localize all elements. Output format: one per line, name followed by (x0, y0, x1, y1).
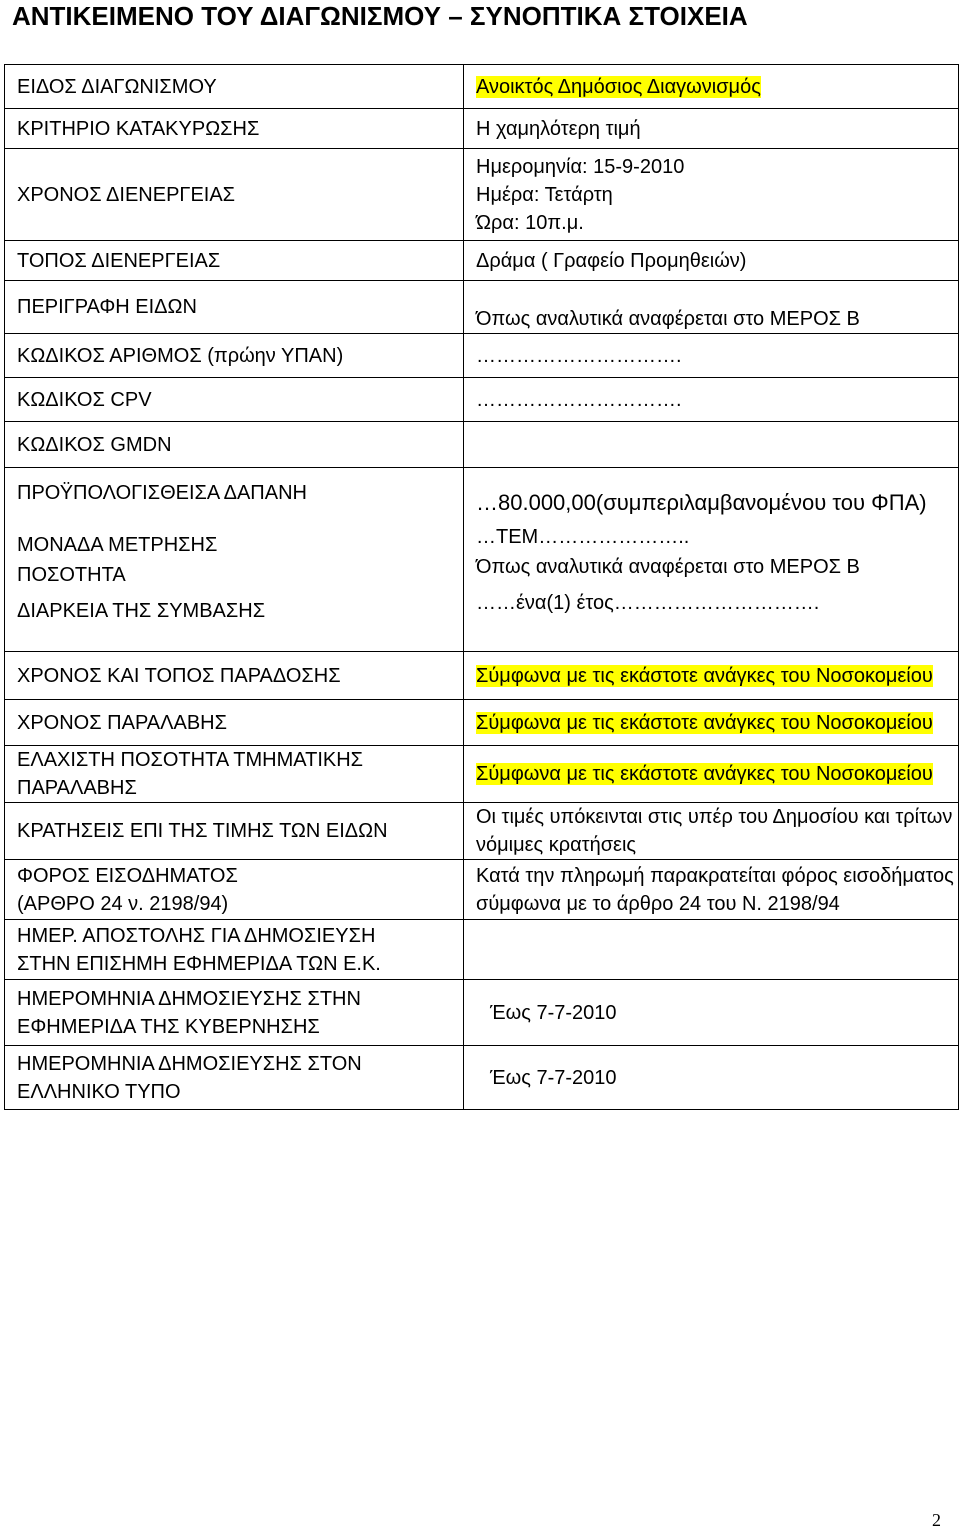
row-label: ΧΡΟΝΟΣ ΠΑΡΑΛΑΒΗΣ (17, 711, 227, 734)
table-row (5, 700, 959, 746)
row-label: ΣΤΗΝ ΕΠΙΣΗΜΗ ΕΦΗΜΕΡΙΔΑ ΤΩΝ Ε.Κ. (17, 952, 381, 975)
row-value-cell (464, 920, 959, 980)
row-label-cell (5, 860, 464, 920)
table-row (5, 334, 959, 378)
row-value (476, 709, 946, 737)
row-label: ΕΛΛΗΝΙΚΟ ΤΥΠΟ (17, 1080, 181, 1103)
row-value (476, 153, 946, 181)
row-value-text: Έως 7-7-2010 (490, 1001, 617, 1024)
row-value-text: Ανοικτός Δημόσιος Διαγωνισμός (476, 75, 761, 98)
table-row (5, 65, 959, 109)
table-row (5, 803, 959, 860)
row-label: ΕΦΗΜΕΡΙΔΑ ΤΗΣ ΚΥΒΕΡΝΗΣΗΣ (17, 1015, 320, 1038)
row-label: ΠΑΡΑΛΑΒΗΣ (17, 777, 137, 799)
row-value-cell (464, 109, 959, 149)
row-value (476, 999, 946, 1027)
row-value (476, 73, 946, 101)
row-value-text: Ημέρα: Τετάρτη (476, 183, 613, 206)
row-value (476, 862, 954, 890)
row-label-cell (5, 700, 464, 746)
table-row (5, 241, 959, 281)
row-value (476, 115, 946, 143)
row-value-cell (464, 468, 959, 652)
row-value-text: σύμφωνα με το άρθρο 24 του Ν. 2198/94 (476, 892, 840, 915)
row-value-text: …80.000,00(συμπεριλαμβανομένου του ΦΠΑ) (476, 490, 927, 515)
row-value (476, 522, 946, 552)
table-row (5, 1046, 959, 1110)
row-value (476, 552, 946, 582)
row-label-cell (5, 334, 464, 378)
row-value-cell (464, 980, 959, 1046)
row-label-cell (5, 378, 464, 422)
row-value-cell (464, 1046, 959, 1110)
row-value-text: Όπως αναλυτικά αναφέρεται στο ΜΕΡΟΣ Β (476, 308, 860, 330)
row-value-cell (464, 281, 959, 334)
row-value-cell (464, 241, 959, 281)
row-label: ΠΡΟΫΠΟΛΟΓΙΣΘΕΙΣΑ ΔΑΠΑΝΗ (17, 482, 307, 504)
row-label-cell (5, 652, 464, 700)
row-value-text: Σύμφωνα με τις εκάστοτε ανάγκες του Νοσοκομείου (476, 711, 933, 734)
table-row (5, 378, 959, 422)
row-label-cell (5, 109, 464, 149)
row-label: (ΑΡΘΡΟ 24 ν. 2198/94) (17, 892, 229, 915)
row-label-cell (5, 65, 464, 109)
row-value (476, 803, 953, 831)
row-value-text: Ώρα: 10π.μ. (476, 211, 584, 234)
row-value-text: Σύμφωνα με τις εκάστοτε ανάγκες του Νοσοκομείου (476, 763, 933, 785)
table-row (5, 652, 959, 700)
row-value-text: …………………………. (476, 344, 682, 367)
row-label: ΦΟΡΟΣ ΕΙΣΟΔΗΜΑΤΟΣ (17, 864, 238, 887)
row-value (476, 209, 946, 237)
row-value-cell (464, 149, 959, 241)
row-label: ΔΙΑΡΚΕΙΑ ΤΗΣ ΣΥΜΒΑΣΗΣ (17, 600, 266, 622)
row-label: ΗΜΕΡΟΜΗΝΙΑ ΔΗΜΟΣΙΕΥΣΗΣ ΣΤΗΝ (17, 987, 361, 1010)
row-label-cell (5, 803, 464, 860)
row-value-text: Οι τιμές υπόκεινται στις υπέρ του Δημοσίου και τρίτων (476, 806, 953, 828)
row-label: ΕΛΑΧΙΣΤΗ ΠΟΣΟΤΗΤΑ ΤΜΗΜΑΤΙΚΗΣ (17, 749, 364, 771)
row-label: ΜΟΝΑΔΑ ΜΕΤΡΗΣΗΣ (17, 534, 218, 556)
row-label: ΗΜΕΡ. ΑΠΟΣΤΟΛΗΣ ΓΙΑ ΔΗΜΟΣΙΕΥΣΗ (17, 924, 376, 947)
row-label: ΚΩΔΙΚΟΣ ΑΡΙΘΜΟΣ (πρώην ΥΠΑΝ) (17, 344, 344, 367)
row-value (476, 342, 946, 370)
row-value-text: Όπως αναλυτικά αναφέρεται στο ΜΕΡΟΣ Β (476, 556, 860, 578)
row-value-text: …………………………. (476, 388, 682, 411)
row-value-text: ……ένα(1) έτος…………………………. (476, 592, 820, 614)
row-label-cell (5, 1046, 464, 1110)
row-value-cell (464, 65, 959, 109)
table-row (5, 920, 959, 980)
table-row (5, 109, 959, 149)
row-value-cell (464, 652, 959, 700)
row-value-cell (464, 378, 959, 422)
table-row (5, 149, 959, 241)
row-value-text: νόμιμες κρατήσεις (476, 834, 637, 856)
row-label-cell (5, 149, 464, 241)
row-value-text: Έως 7-7-2010 (490, 1066, 617, 1089)
row-label-cell (5, 241, 464, 281)
summary-table (4, 64, 959, 1110)
row-label: ΚΩΔΙΚΟΣ GMDN (17, 433, 172, 456)
row-value (476, 386, 946, 414)
row-value (476, 760, 946, 788)
row-value-cell (464, 700, 959, 746)
row-value (476, 488, 946, 518)
row-value-cell (464, 803, 959, 860)
row-label-cell (5, 468, 464, 652)
row-value-text: Ημερομηνία: 15-9-2010 (476, 155, 685, 178)
row-label-cell (5, 920, 464, 980)
table-row (5, 980, 959, 1046)
row-label-cell (5, 281, 464, 334)
row-value-cell (464, 422, 959, 468)
row-value (476, 247, 946, 275)
row-value-cell (464, 860, 959, 920)
row-label: ΚΡΙΤΗΡΙΟ ΚΑΤΑΚΥΡΩΣΗΣ (17, 117, 260, 140)
table-row (5, 468, 959, 652)
row-value (476, 890, 946, 918)
row-label: ΤΟΠΟΣ ΔΙΕΝΕΡΓΕΙΑΣ (17, 249, 221, 272)
row-label-cell (5, 422, 464, 468)
row-value-text: Σύμφωνα με τις εκάστοτε ανάγκες του Νοσοκομείου (476, 664, 933, 687)
row-label: ΕΙΔΟΣ ΔΙΑΓΩΝΙΣΜΟΥ (17, 75, 217, 98)
row-value (476, 831, 946, 859)
row-value-cell (464, 746, 959, 803)
row-value (476, 588, 946, 618)
row-label: ΗΜΕΡΟΜΗΝΙΑ ΔΗΜΟΣΙΕΥΣΗΣ ΣΤΟΝ (17, 1052, 362, 1075)
table-row (5, 860, 959, 920)
row-value-text: Κατά την πληρωμή παρακρατείται φόρος εισοδήματος (476, 864, 954, 887)
page-title: ΑΝΤΙΚΕΙΜΕΝΟ ΤΟΥ ΔΙΑΓΩΝΙΣΜΟΥ – ΣΥΝΟΠΤΙΚΑ ΣΤΟΙΧΕΙΑ (12, 1, 748, 31)
row-label: ΠΟΣΟΤΗΤΑ (17, 564, 126, 586)
row-label: ΧΡΟΝΟΣ ΚΑΙ ΤΟΠΟΣ ΠΑΡΑΔΟΣΗΣ (17, 664, 341, 687)
row-value (476, 181, 946, 209)
row-value-text: …ΤΕΜ………………….. (476, 526, 690, 548)
row-value-text: Δράμα ( Γραφείο Προμηθειών) (476, 249, 747, 272)
row-label-cell (5, 746, 464, 803)
row-value (476, 305, 946, 333)
page-number: 2 (932, 1510, 941, 1530)
row-value (476, 1064, 946, 1092)
row-label-cell (5, 980, 464, 1046)
table-row (5, 281, 959, 334)
table-row (5, 422, 959, 468)
row-value-cell (464, 334, 959, 378)
row-label: ΧΡΟΝΟΣ ΔΙΕΝΕΡΓΕΙΑΣ (17, 183, 236, 206)
row-label: ΠΕΡΙΓΡΑΦΗ ΕΙΔΩΝ (17, 296, 197, 318)
table-row (5, 746, 959, 803)
row-value (476, 662, 946, 690)
row-label: ΚΩΔΙΚΟΣ CPV (17, 388, 152, 411)
row-value-text: Η χαμηλότερη τιμή (476, 117, 641, 140)
row-label: ΚΡΑΤΗΣΕΙΣ ΕΠΙ ΤΗΣ ΤΙΜΗΣ ΤΩΝ ΕΙΔΩΝ (17, 820, 388, 842)
